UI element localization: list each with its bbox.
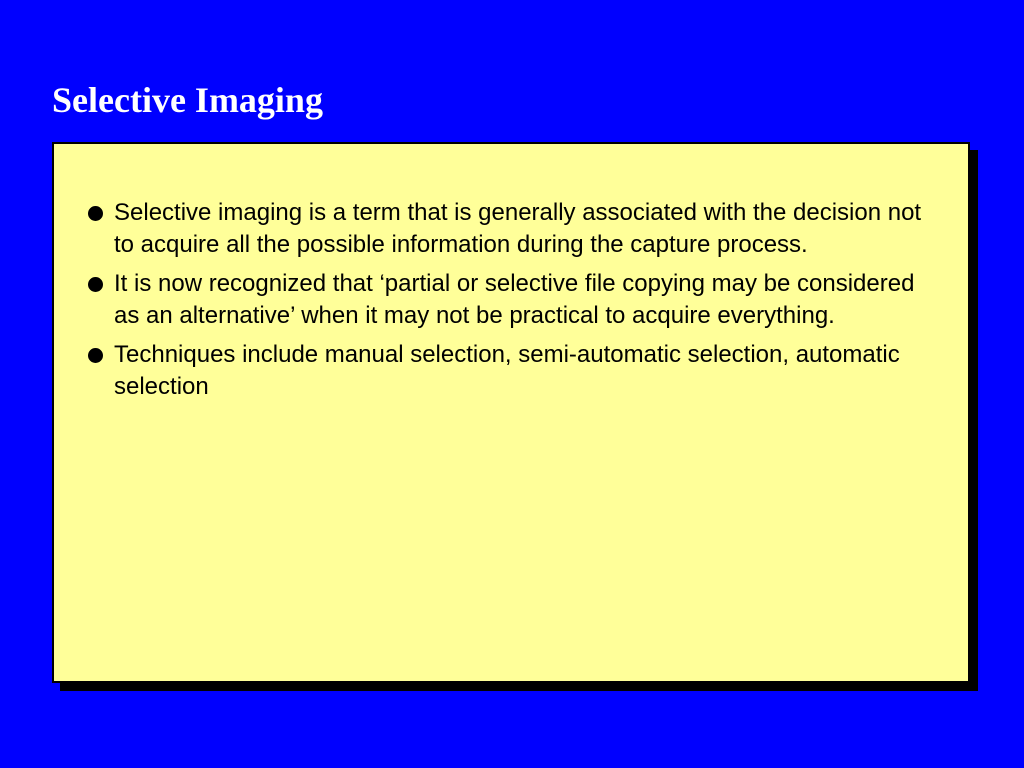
bullet-text: Selective imaging is a term that is generally associated with the decision not to acquire all the possible information during the capture process. xyxy=(114,199,922,258)
bullet-item xyxy=(86,339,936,402)
bullet-item xyxy=(86,197,936,260)
bullet-icon xyxy=(88,277,103,292)
slide-title: Selective Imaging xyxy=(52,80,323,120)
bullet-item xyxy=(86,268,936,331)
bullet-list xyxy=(86,197,936,410)
bullet-icon xyxy=(88,348,103,363)
bullet-text: Techniques include manual selection, semi-automatic selection, automatic selection xyxy=(114,341,900,400)
bullet-text: It is now recognized that ‘partial or selective file copying may be considered as an alternative’ when it may not be practical to acquire everything. xyxy=(114,270,915,329)
bullet-icon xyxy=(88,206,103,221)
